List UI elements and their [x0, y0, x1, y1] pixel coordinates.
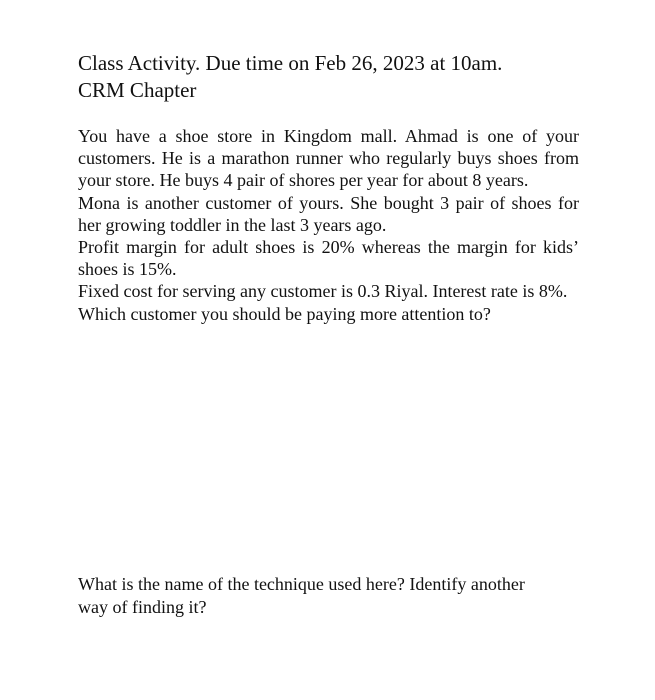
- technique-question: [78, 573, 578, 619]
- technique-question-line-2: way of finding it?: [78, 597, 207, 617]
- paragraph-question-customer: Which customer you should be paying more attention to?: [78, 303, 491, 324]
- chapter-title: CRM Chapter: [78, 78, 197, 102]
- paragraph-ahmad: You have a shoe store in Kingdom mall. Ahmad is one of your customers. He is a marathon runner who regularly buys shoes from your store. He buys 4 pair of shores per year for about 8 years.: [78, 126, 579, 191]
- activity-title: Class Activity. Due time on Feb 26, 2023 at 10am.: [78, 51, 503, 75]
- technique-question-line-1: What is the name of the technique used here? Identify another: [78, 574, 525, 594]
- paragraph-fixed-cost: Fixed cost for serving any customer is 0.3 Riyal. Interest rate is 8%.: [78, 281, 568, 302]
- paragraph-profit-margin: Profit margin for adult shoes is 20% whereas the margin for kids’ shoes is 15%.: [78, 237, 579, 280]
- paragraph-mona: Mona is another customer of yours. She bought 3 pair of shoes for her growing toddler in the last 3 years ago.: [78, 192, 579, 235]
- problem-statement: [78, 125, 579, 325]
- document-heading: [78, 50, 598, 104]
